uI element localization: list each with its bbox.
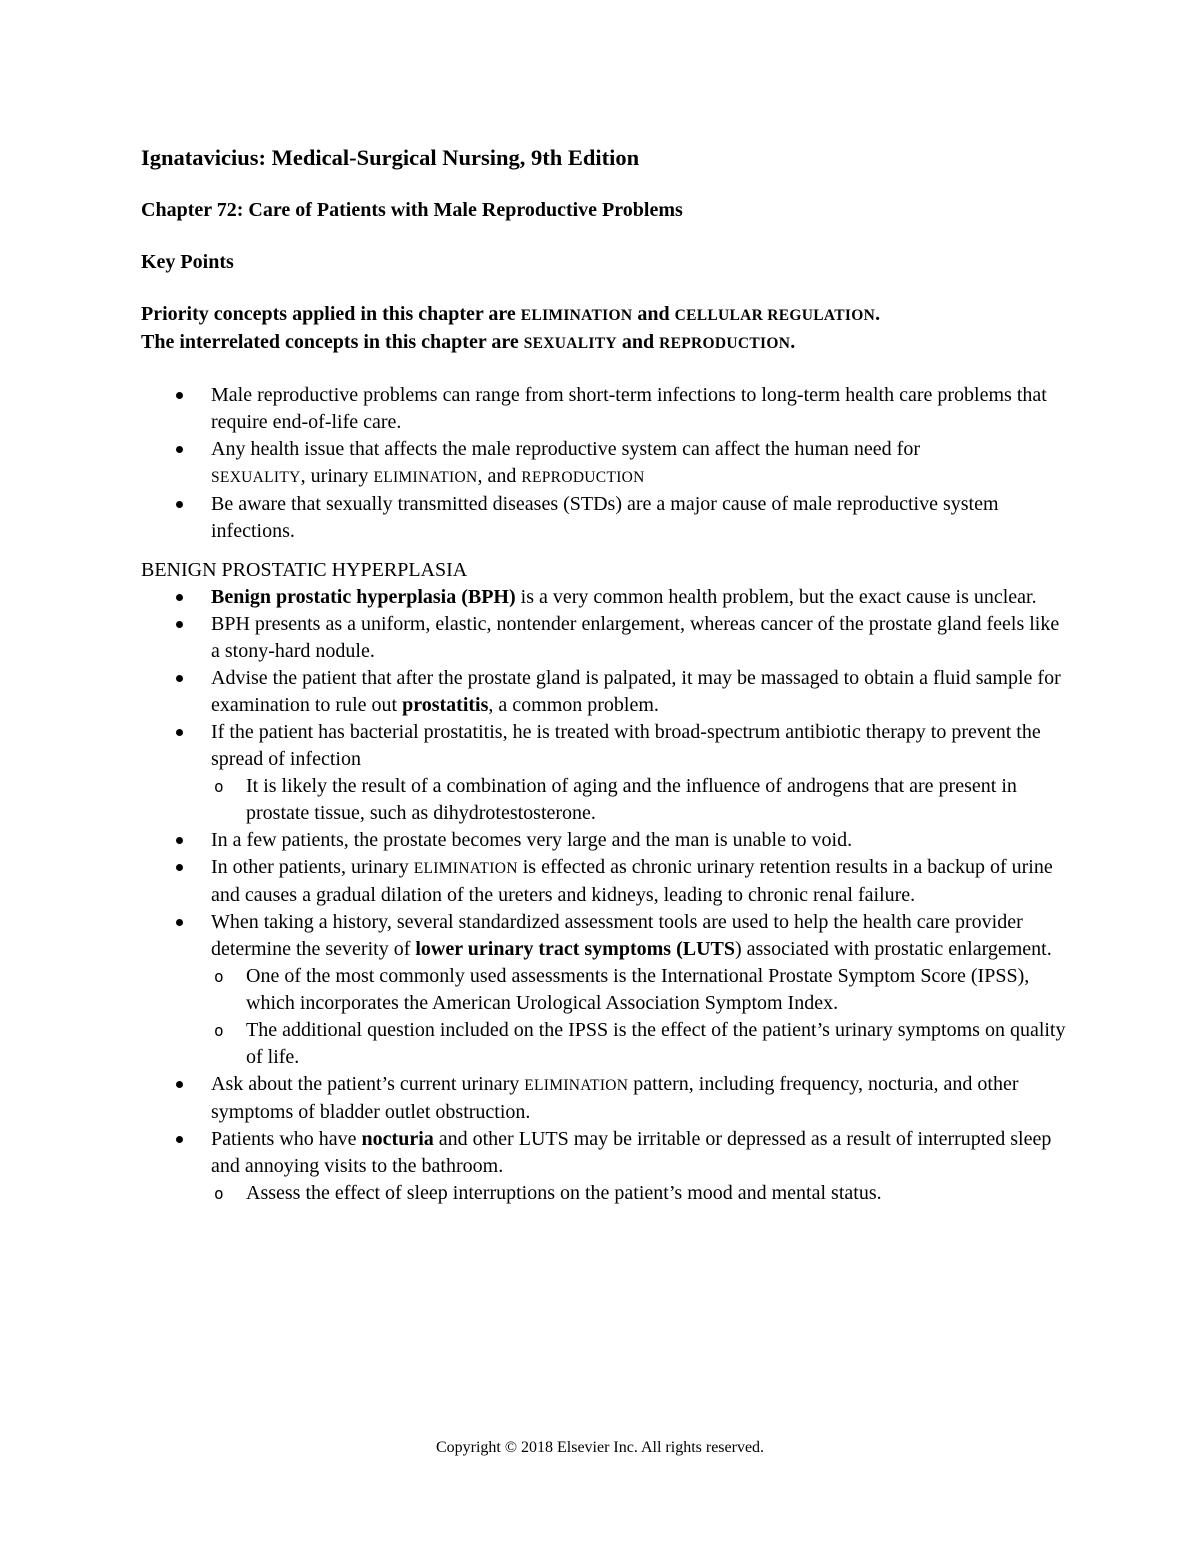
sub-list	[211, 963, 1071, 1071]
concept-reproduction: REPRODUCTION	[659, 335, 791, 352]
sub-list	[211, 773, 1071, 827]
list-item: Any health issue that affects the male reproductive system can affect the human need for SEXUALITY, urinary ELIMINATION, and REPRODUCTION	[141, 436, 1071, 491]
intro-bullet-list	[141, 382, 1071, 545]
priority-concepts	[141, 301, 1071, 357]
key-points-heading: Key Points	[141, 251, 234, 273]
list-item: In other patients, urinary ELIMINATION is effected as chronic urinary retention results in a backup of urine and causes a gradual dilation of the ureters and kidneys, leading to chronic renal failure.	[141, 854, 1071, 909]
list-item: If the patient has bacterial prostatitis, he is treated with broad-spectrum antibiotic therapy to prevent the spread of infection o It is likely the result of a combination of aging and the influence of androgens that are present in prostate tissue, such as dihydrotestosterone.	[141, 719, 1071, 827]
book-title: Ignatavicius: Medical-Surgical Nursing, 9th Edition	[141, 145, 640, 170]
concept-cellular-regulation: CELLULAR REGULATION	[674, 307, 876, 324]
sub-list-item: o The additional question included on the IPSS is the effect of the patient’s urinary symptoms on quality of life.	[211, 1017, 1071, 1071]
sub-list-item: o Assess the effect of sleep interruptions on the patient’s mood and mental status.	[211, 1180, 1071, 1207]
bph-bullet-list	[141, 584, 1071, 1207]
list-item: Advise the patient that after the prostate gland is palpated, it may be massaged to obtain a fluid sample for examination to rule out prostatitis, a common problem.	[141, 665, 1071, 719]
list-item: Ask about the patient’s current urinary ELIMINATION pattern, including frequency, nocturia, and other symptoms of bladder outlet obstruction.	[141, 1071, 1071, 1126]
sub-list-item: o One of the most commonly used assessments is the International Prostate Symptom Score (IPSS), which incorporates the American Urological Association Symptom Index.	[211, 963, 1071, 1017]
page-content	[141, 143, 1071, 1207]
list-item: Patients who have nocturia and other LUTS may be irritable or depressed as a result of interrupted sleep and annoying visits to the bathroom. o Assess the effect of sleep interruptions on the patient’s mood and mental status.	[141, 1126, 1071, 1207]
copyright-footer: Copyright © 2018 Elsevier Inc. All rights reserved.	[435, 1439, 765, 1456]
priority-line-1: Priority concepts applied in this chapter are ELIMINATION and CELLULAR REGULATION.	[141, 303, 881, 325]
list-item: Be aware that sexually transmitted diseases (STDs) are a major cause of male reproductive system infections.	[141, 491, 1071, 545]
priority-line-2: The interrelated concepts in this chapter are SEXUALITY and REPRODUCTION.	[141, 331, 796, 353]
list-item: Benign prostatic hyperplasia (BPH) is a very common health problem, but the exact cause is unclear.	[141, 584, 1071, 611]
list-item: Male reproductive problems can range from short-term infections to long-term health care problems that require end-of-life care.	[141, 382, 1071, 436]
list-item: When taking a history, several standardized assessment tools are used to help the health care provider determine the severity of lower urinary tract symptoms (LUTS) associated with prostatic enlargement. o One of the most commonly used assessments is the International Prostate Symptom Score (IPSS), which incorporates the American Urological Association Symptom Index. o The additional question included on the IPSS is the effect of the patient’s urinary symptoms on quality of life.	[141, 909, 1071, 1071]
bph-heading: BENIGN PROSTATIC HYPERPLASIA	[141, 559, 468, 581]
sub-list-item: o It is likely the result of a combination of aging and the influence of androgens that are present in prostate tissue, such as dihydrotestosterone.	[211, 773, 1071, 827]
concept-sexuality: SEXUALITY	[523, 335, 617, 352]
list-item: In a few patients, the prostate becomes very large and the man is unable to void.	[141, 827, 1071, 854]
list-item: BPH presents as a uniform, elastic, nontender enlargement, whereas cancer of the prostate gland feels like a stony-hard nodule.	[141, 611, 1071, 665]
chapter-title: Chapter 72: Care of Patients with Male Reproductive Problems	[141, 199, 683, 221]
concept-elimination: ELIMINATION	[520, 307, 633, 324]
sub-list	[211, 1180, 1071, 1207]
